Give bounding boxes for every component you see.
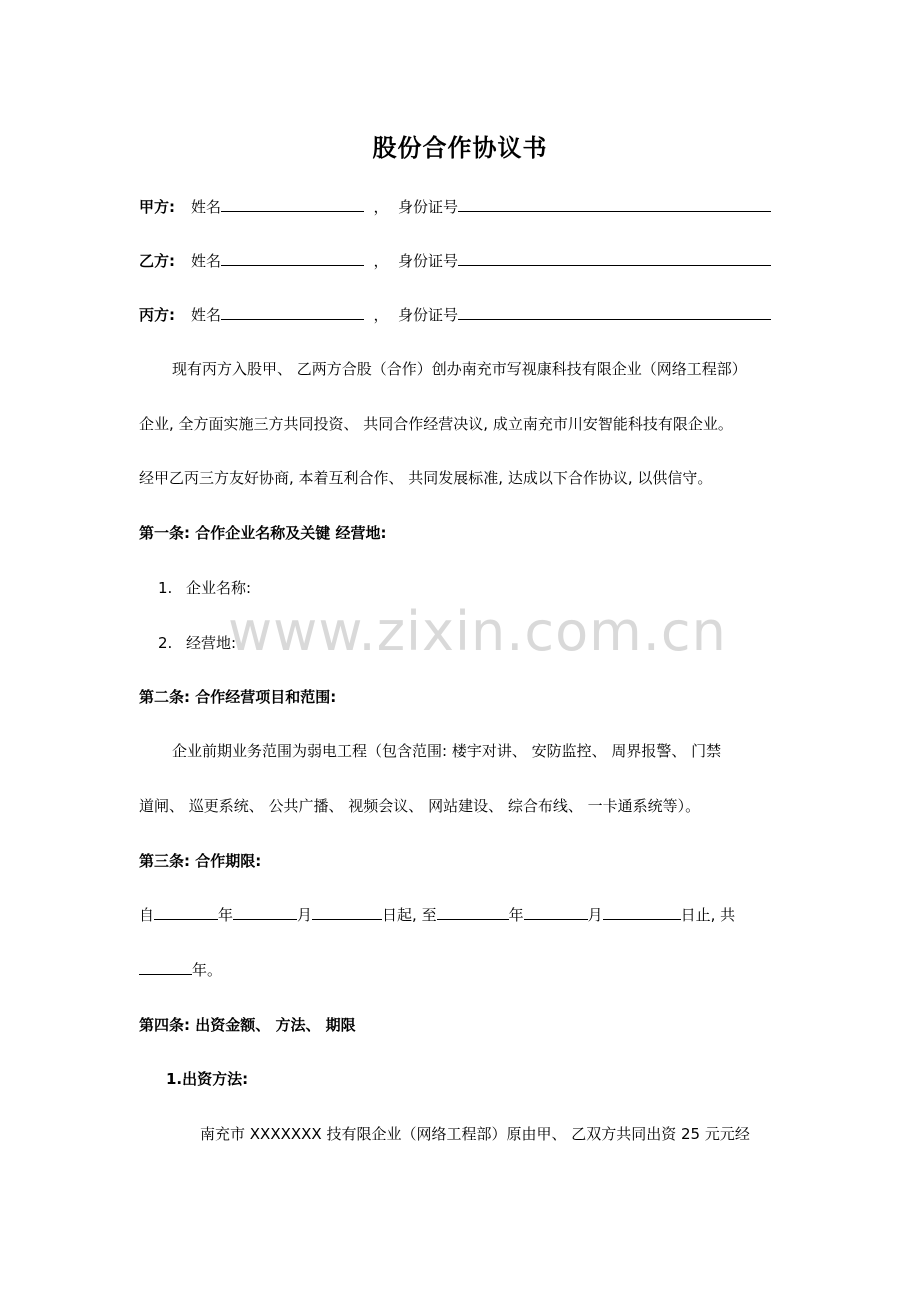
name-blank[interactable]: [221, 251, 364, 266]
month-label: 月: [297, 906, 313, 924]
article-2-line-2: 道闸、 巡更系统、 公共广播、 视频会议、 网站建设、 综合布线、 一卡通系统等）。: [139, 797, 701, 815]
party-row-b: [139, 250, 771, 272]
separator: ，: [373, 252, 389, 270]
year-label: 年: [508, 906, 524, 924]
party-label: 甲方:: [139, 198, 175, 216]
party-label: 丙方:: [139, 306, 175, 324]
article-4-subheading: 1.出资方法:: [166, 1070, 249, 1088]
name-label: 姓名: [191, 306, 222, 324]
article-2-line-1: 企业前期业务范围为弱电工程（包含范围: 楼宇对讲、 安防监控、 周界报警、 门禁: [172, 742, 722, 760]
id-blank[interactable]: [458, 197, 771, 212]
id-label: 身份证号: [398, 306, 459, 324]
article-1-item-1: [158, 577, 251, 599]
duration-tail: 年。: [192, 961, 223, 979]
item-number: 1.: [158, 579, 173, 597]
article-3-heading: 第三条: 合作期限:: [139, 852, 262, 870]
article-4-heading: 第四条: 出资金额、 方法、 期限: [139, 1016, 356, 1034]
party-row-c: [139, 304, 771, 326]
name-blank[interactable]: [221, 305, 364, 320]
year-label: 年: [218, 906, 234, 924]
duration-years-blank[interactable]: [139, 960, 192, 975]
start-day-blank[interactable]: [312, 905, 382, 920]
article-2-heading: 第二条: 合作经营项目和范围:: [139, 688, 337, 706]
party-row-a: [139, 196, 771, 218]
id-blank[interactable]: [458, 305, 771, 320]
id-label: 身份证号: [398, 252, 459, 270]
end-month-blank[interactable]: [524, 905, 588, 920]
start-month-blank[interactable]: [233, 905, 297, 920]
id-label: 身份证号: [398, 198, 459, 216]
separator: ，: [373, 198, 389, 216]
article-4-paragraph: 南充市 XXXXXXX 技有限企业（网络工程部）原由甲、 乙双方共同出资 25 元元经: [200, 1125, 750, 1143]
name-label: 姓名: [191, 198, 222, 216]
document-title: 股份合作协议书: [372, 134, 548, 162]
end-year-blank[interactable]: [437, 905, 509, 920]
end-day-label: 日止, 共: [680, 906, 736, 924]
item-text: 经营地:: [186, 634, 237, 652]
separator: ，: [373, 306, 389, 324]
intro-line-2: 企业, 全方面实施三方共同投资、 共同合作经营决议, 成立南充市川安智能科技有限企业。: [139, 415, 733, 433]
intro-line-1: 现有丙方入股甲、 乙两方合股（合作）创办南充市写视康科技有限企业（网络工程部）: [172, 360, 747, 378]
article-3-duration-line: [139, 959, 222, 981]
from-label: 自: [139, 906, 155, 924]
article-3-period-line: [139, 904, 735, 926]
month-label: 月: [587, 906, 603, 924]
item-text: 企业名称:: [186, 579, 252, 597]
start-year-blank[interactable]: [154, 905, 218, 920]
name-label: 姓名: [191, 252, 222, 270]
start-day-label: 日起, 至: [382, 906, 437, 924]
article-1-heading: 第一条: 合作企业名称及关键 经营地:: [139, 524, 387, 542]
item-number: 2.: [158, 634, 173, 652]
id-blank[interactable]: [458, 251, 771, 266]
party-label: 乙方:: [139, 252, 175, 270]
intro-line-3: 经甲乙丙三方友好协商, 本着互利合作、 共同发展标准, 达成以下合作协议, 以供信守。: [139, 469, 713, 487]
name-blank[interactable]: [221, 197, 364, 212]
end-day-blank[interactable]: [603, 905, 681, 920]
article-1-item-2: [158, 632, 236, 654]
watermark: www.zixin.com.cn: [228, 600, 727, 663]
